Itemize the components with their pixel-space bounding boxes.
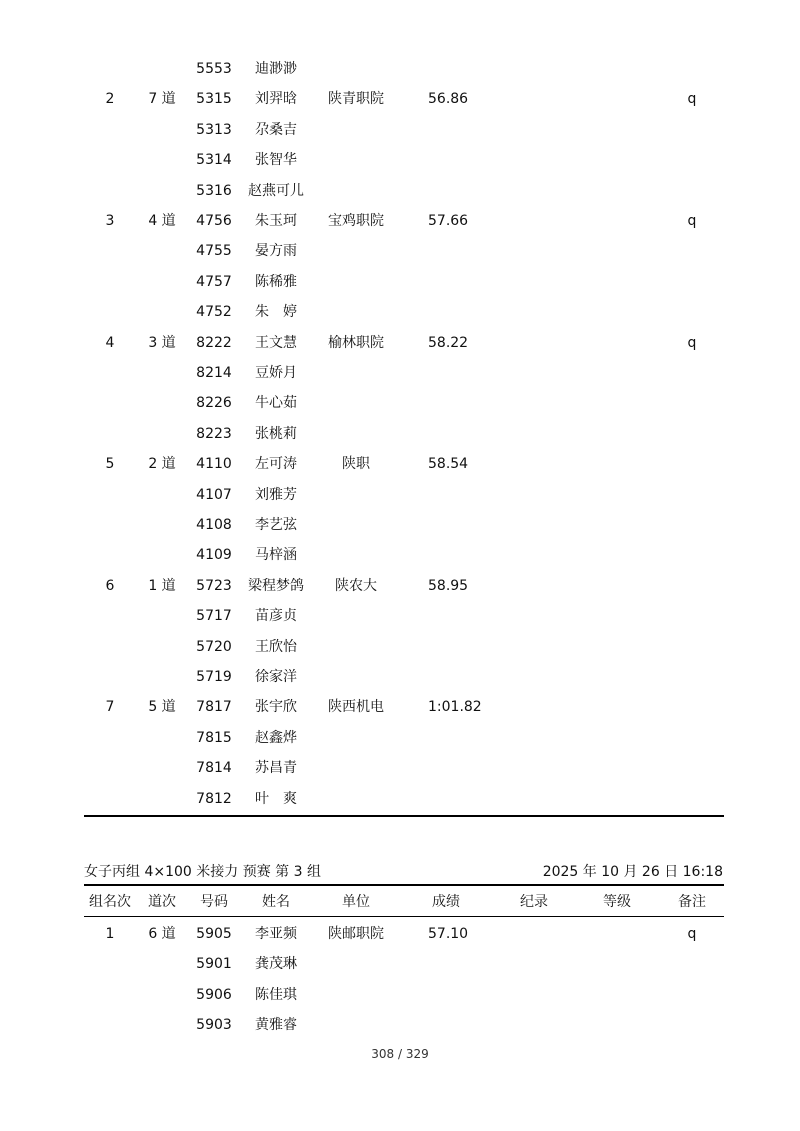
table-row <box>0 692 800 722</box>
athlete-name-cell: 张桃莉 <box>255 425 297 442</box>
athlete-name-cell: 赵燕可儿 <box>248 182 304 199</box>
unit-cell: 榆林职院 <box>328 334 384 351</box>
bib-cell: 7812 <box>196 790 232 807</box>
unit-cell: 陕邮职院 <box>328 926 384 942</box>
result-cell: 56.86 <box>428 91 469 108</box>
table-row <box>0 571 800 601</box>
bib-cell: 5719 <box>196 669 232 685</box>
athlete-name-cell: 晏方雨 <box>255 243 297 260</box>
result-cell: 58.22 <box>428 334 469 351</box>
table-row <box>0 601 800 631</box>
col-header-name: 姓名 <box>262 894 290 910</box>
bib-cell: 4755 <box>196 243 232 260</box>
bib-cell: 4756 <box>196 213 232 229</box>
rank-cell: 6 <box>105 577 115 594</box>
lane-cell: 6 道 <box>148 926 176 942</box>
unit-cell: 陕农大 <box>335 577 377 594</box>
athlete-name-cell: 尕桑吉 <box>255 121 297 138</box>
athlete-name-cell: 梁程梦鸽 <box>248 577 304 594</box>
heat-datetime: 2025 年 10 月 26 日 16:18 <box>542 864 723 880</box>
bib-cell: 5313 <box>196 121 232 138</box>
rank-cell: 5 <box>105 456 115 473</box>
result-cell: 1:01.82 <box>428 699 482 716</box>
athlete-name-cell: 王欣怡 <box>255 638 297 655</box>
unit-cell: 陕职 <box>342 456 370 473</box>
bib-cell: 4107 <box>196 486 232 503</box>
result-cell: 58.54 <box>428 456 469 473</box>
table-row <box>0 176 800 206</box>
table-row <box>0 784 800 814</box>
athlete-name-cell: 赵鑫烨 <box>255 729 297 746</box>
table-row <box>0 723 800 753</box>
table-row <box>0 919 800 949</box>
lane-cell: 7 道 <box>148 91 176 108</box>
note-cell: q <box>687 334 697 351</box>
table-row <box>0 358 800 388</box>
athlete-name-cell: 迪渺渺 <box>255 61 297 77</box>
lane-cell: 3 道 <box>148 334 176 351</box>
result-cell: 57.66 <box>428 213 469 229</box>
bib-cell: 5315 <box>196 91 232 108</box>
table-row <box>0 449 800 479</box>
rank-cell: 1 <box>105 926 115 942</box>
unit-cell: 陕青职院 <box>328 91 384 108</box>
table-row <box>0 115 800 145</box>
note-cell: q <box>687 91 697 108</box>
athlete-name-cell: 左可涛 <box>255 456 297 473</box>
bib-cell: 4109 <box>196 547 232 564</box>
bib-cell: 8214 <box>196 365 232 381</box>
bib-cell: 7814 <box>196 760 232 777</box>
bib-cell: 5720 <box>196 638 232 655</box>
bib-cell: 7815 <box>196 729 232 746</box>
rank-cell: 7 <box>105 699 115 716</box>
bib-cell: 4110 <box>196 456 232 473</box>
athlete-name-cell: 王文慧 <box>255 334 297 351</box>
athlete-name-cell: 朱 婷 <box>255 304 297 321</box>
athlete-name-cell: 叶 爽 <box>255 790 297 807</box>
table-row <box>0 949 800 979</box>
note-cell: q <box>687 213 697 229</box>
table-row <box>0 480 800 510</box>
athlete-name-cell: 苏昌青 <box>255 760 297 777</box>
unit-cell: 陕西机电 <box>328 699 384 716</box>
note-cell: q <box>687 926 697 942</box>
athlete-name-cell: 黄雅睿 <box>255 1017 297 1034</box>
athlete-name-cell: 刘羿晗 <box>255 91 297 108</box>
table-bottom-rule <box>84 815 724 817</box>
athlete-name-cell: 豆娇月 <box>255 365 297 381</box>
col-header-bib: 号码 <box>200 894 228 910</box>
athlete-name-cell: 刘雅芳 <box>255 486 297 503</box>
athlete-name-cell: 陈稀雅 <box>255 273 297 290</box>
athlete-name-cell: 苗彦贞 <box>255 608 297 625</box>
result-cell: 58.95 <box>428 577 469 594</box>
athlete-name-cell: 朱玉珂 <box>255 213 297 229</box>
header-bottom-rule <box>84 916 724 917</box>
unit-cell: 宝鸡职院 <box>328 213 384 229</box>
athlete-name-cell: 陈佳琪 <box>255 986 297 1003</box>
table-row <box>0 540 800 570</box>
bib-cell: 8222 <box>196 334 232 351</box>
col-header-grade: 等级 <box>603 894 631 910</box>
table-row <box>0 1010 800 1040</box>
athlete-name-cell: 张宇欣 <box>255 699 297 716</box>
athlete-name-cell: 牛心茹 <box>255 395 297 412</box>
table-row <box>0 419 800 449</box>
bib-cell: 5903 <box>196 1017 232 1034</box>
table-row <box>0 206 800 236</box>
col-header-rank: 组名次 <box>89 894 131 910</box>
table-row <box>0 388 800 418</box>
athlete-name-cell: 李亚频 <box>255 926 297 942</box>
col-header-lane: 道次 <box>148 894 176 910</box>
table-row <box>0 297 800 327</box>
heat-title: 女子丙组 4×100 米接力 预赛 第 3 组 <box>84 864 321 880</box>
col-header-unit: 单位 <box>342 894 370 910</box>
athlete-name-cell: 龚茂琳 <box>255 956 297 973</box>
rank-cell: 2 <box>105 91 115 108</box>
page-number: 308 / 329 <box>371 1047 429 1061</box>
lane-cell: 2 道 <box>148 456 176 473</box>
bib-cell: 5553 <box>196 61 232 77</box>
bib-cell: 5314 <box>196 152 232 169</box>
lane-cell: 5 道 <box>148 699 176 716</box>
table-row <box>0 662 800 692</box>
header-top-rule <box>84 884 724 886</box>
table-row <box>0 84 800 114</box>
table-row <box>0 145 800 175</box>
table-row <box>0 980 800 1010</box>
col-header-result: 成绩 <box>432 894 460 910</box>
bib-cell: 7817 <box>196 699 232 716</box>
col-header-record: 纪录 <box>520 894 548 910</box>
table-row <box>0 267 800 297</box>
table-row <box>0 753 800 783</box>
bib-cell: 8223 <box>196 425 232 442</box>
athlete-name-cell: 张智华 <box>255 152 297 169</box>
table-row <box>0 510 800 540</box>
col-header-note: 备注 <box>678 894 706 910</box>
bib-cell: 8226 <box>196 395 232 412</box>
table-row <box>0 328 800 358</box>
bib-cell: 5906 <box>196 986 232 1003</box>
rank-cell: 3 <box>105 213 115 229</box>
bib-cell: 5723 <box>196 577 232 594</box>
table-row <box>0 632 800 662</box>
lane-cell: 1 道 <box>148 577 176 594</box>
bib-cell: 5905 <box>196 926 232 942</box>
result-cell: 57.10 <box>428 926 469 942</box>
table-row <box>0 236 800 266</box>
athlete-name-cell: 李艺弦 <box>255 517 297 533</box>
table-row <box>0 54 800 84</box>
rank-cell: 4 <box>105 334 115 351</box>
athlete-name-cell: 徐家洋 <box>255 669 297 685</box>
bib-cell: 4108 <box>196 517 232 533</box>
bib-cell: 4757 <box>196 273 232 290</box>
athlete-name-cell: 马梓涵 <box>255 547 297 564</box>
bib-cell: 5717 <box>196 608 232 625</box>
bib-cell: 5316 <box>196 182 232 199</box>
bib-cell: 5901 <box>196 956 232 973</box>
bib-cell: 4752 <box>196 304 232 321</box>
lane-cell: 4 道 <box>148 213 176 229</box>
